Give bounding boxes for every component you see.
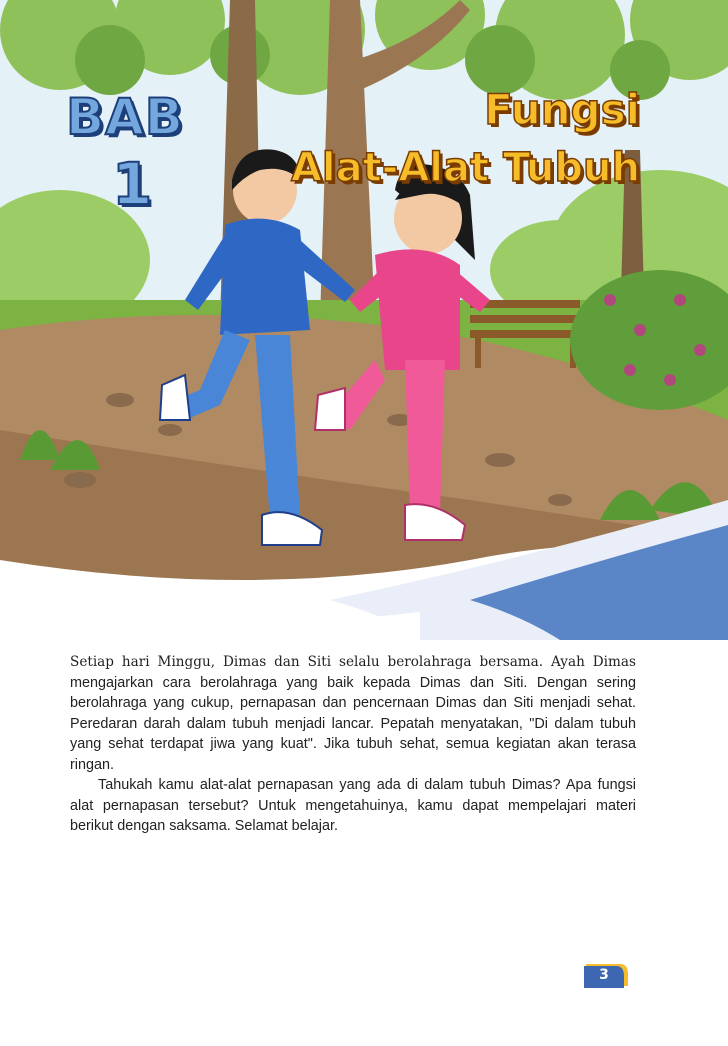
chapter-label: BAB — [66, 88, 184, 146]
paragraph-1-rest: mengajarkan cara berolahraga yang baik kepada Dimas dan Siti. Dengan sering berolahraga yang cukup, pernapasan dan pencernaan Dimas dan Siti menjadi sehat. Peredaran darah dalam tubuh menjadi lancar. Pepatah menyatakan, "Di dalam tubuh yang sehat terdapat jiwa yang kuat". Jika tubuh sehat, semua kegiatan akan terasa ringan. — [70, 674, 636, 773]
page-number: 3 — [599, 967, 609, 983]
body-text — [70, 652, 636, 837]
paragraph-1-lead: Setiap hari Minggu, Dimas dan Siti selalu berolahraga bersama. Ayah Dimas — [70, 654, 636, 670]
paragraph-1 — [70, 652, 636, 775]
chapter-number: 1 — [112, 150, 153, 218]
paragraph-2: Tahukah kamu alat-alat pernapasan yang ada di dalam tubuh Dimas? Apa fungsi alat pernapasan tersebut? Untuk mengetahuinya, kamu dapat mempelajari materi berikut dengan saksama. Selamat belajar. — [70, 777, 636, 834]
chapter-title-line1: Fungsi — [484, 85, 640, 134]
chapter-title-line2: Alat-Alat Tubuh — [290, 145, 640, 191]
